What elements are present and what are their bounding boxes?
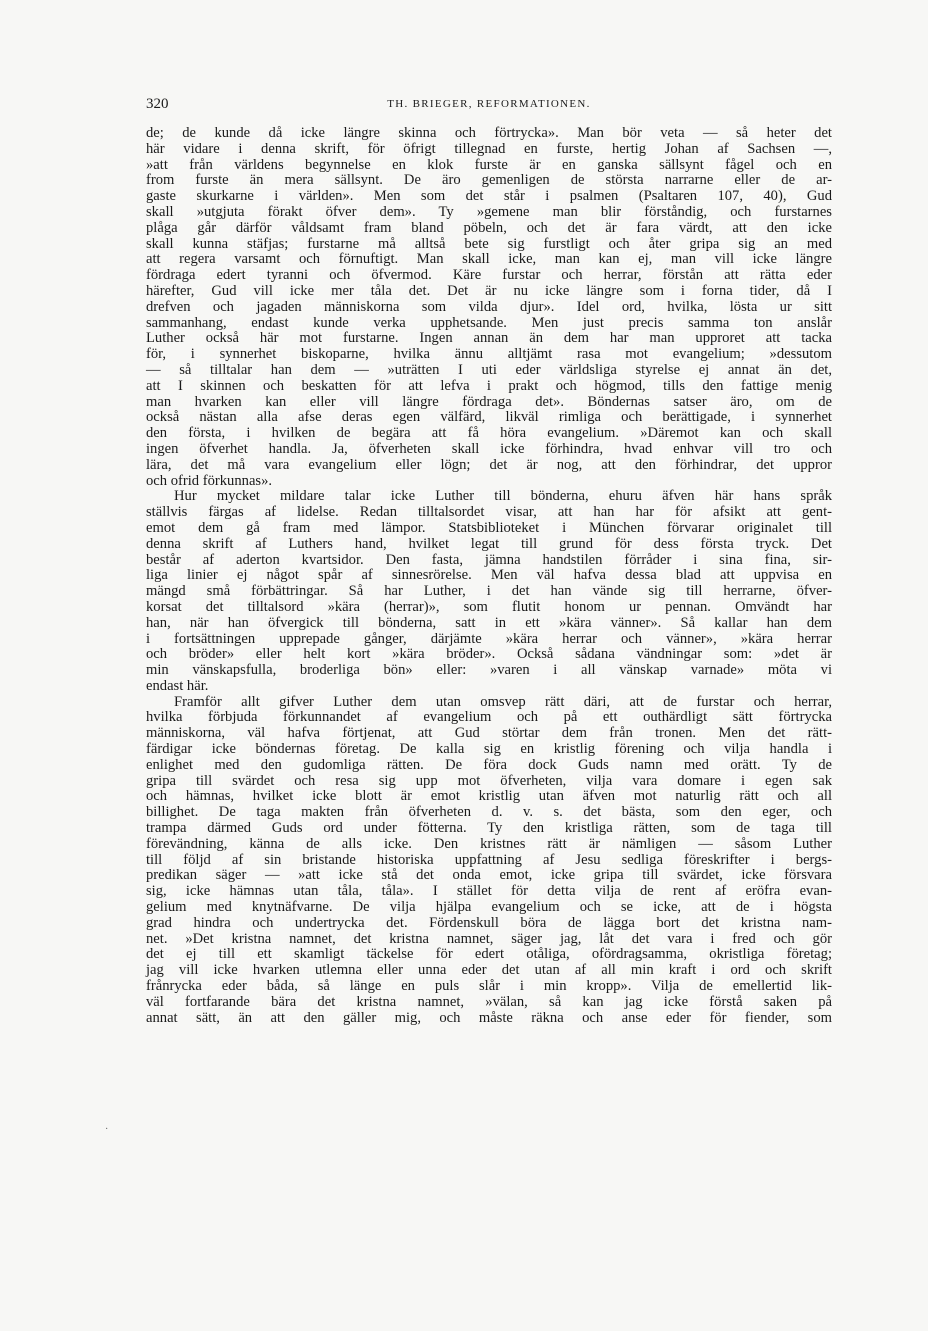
text-line: Framför allt gifver Luther dem utan omsvep rätt däri, att de furstar och herrar, [174,693,832,710]
text-line: gripa till svärdet och resa sig upp mot öfverheten, vilja vara domare i egen sak [146,772,832,789]
text-line: from furste än mera sällsynt. De äro gemenligen de största narrarne eller de ar- [146,172,832,189]
text-line: emot dem gå fram med lämpor. Statsbiblioteket i München förvarar originalet till [146,519,832,536]
text-line: fördraga edert tyranni och öfvermod. Käre furstar och herrar, förstån att rätta eder [146,267,832,284]
text-line: enlighet med den gudomliga rätten. De föra dock Guds namn med orätt. Ty de [146,756,832,773]
text-line: korsat det tilltalsord »kära (herrar)», som flutit honom ur pennan. Omvändt har [146,598,832,615]
body-text [146,126,832,1026]
text-line: här vidare i denna skrift, för öfrigt tillegnad en furste, hertig Johan af Sachsen —, [146,140,832,157]
text-line: gaste skurkarne i världen». Men som det står i psalmen (Psaltaren 107, 40), Gud [146,188,832,205]
text-line: trampa därmed Guds ord under fötterna. Ty den kristliga rätten, som de taga till [146,820,832,837]
page-number: 320 [146,96,169,112]
text-line: till följd af sin bristande historiska uppfattning af Jesu sedliga föreskrifter i bergs- [146,851,832,868]
text-line: i fortsättningen upprepade gånger, därjämte »kära herrar och vänner», »kära herrar [146,630,832,647]
text-line: och bröder» eller helt kort »kära bröder». Också sådana vändningar som: »det är [146,646,832,663]
text-line: man hvarken kan eller vill längre fördraga det». Böndernas satser äro, om de [146,393,832,410]
page-header [146,96,832,116]
text-line: gelium med knytnäfvarne. De vilja hjälpa evangelium och se icke, att de i högsta [146,899,832,916]
text-line: ställvis färgas af lidelse. Redan tilltalsordet visar, att han har för afsikt att gent- [146,504,832,521]
text-line: skall kunna stäfjas; furstarne må alltså bete sig furstligt och åter gripa sig an med [146,235,832,252]
text-line: net. »Det kristna namnet, det kristna namnet, säger jag, låt det vara i fred och gör [146,930,832,947]
text-line: predikan säger — »att icke stå det onda emot, icke gripa till svärdet, icke försvara [146,867,832,884]
text-line: hvilka förbjuda förkunnandet af evangelium och på ett outhärdligt sätt förtrycka [146,709,832,726]
text-line: sig, icke hämnas utan tåla, tåla». I stället för detta vilja de rent af eröfra evan- [146,883,832,900]
text-line: annat sätt, än att den gäller mig, och måste räkna och anse eder för fiender, som [146,1009,832,1026]
text-line: liga linier ej något spår af sinnesrörelse. Men väl hafva dessa blad att uppvisa en [146,567,832,584]
text-line: består af aderton kvartsidor. Den fasta, jämna handstilen förråder i sina fina, sir- [146,551,832,568]
text-line: plåga går därför våldsamt fram bland pöbeln, och det är fara värdt, att den icke [146,219,832,236]
running-head: TH. BRIEGER, REFORMATIONEN. [387,98,591,110]
text-line: att I skinnen och beskatten för att lefva i prakt och högmod, tills den fattige menig [146,377,832,394]
text-line: och hämnas, hvilket icke blott är emot kristlig utan äfven mot naturlig rätt och all [146,788,832,805]
text-line: billighet. De taga makten från öfverheten d. v. s. det bästa, som den eger, och [146,804,832,821]
text-line: denna skrift af Luthers hand, hvilket legat till grund för dess första tryck. Det [146,535,832,552]
text-line: det ej till ett skamligt täckelse för edert otåliga, ofördragsamma, okristliga företag; [146,946,832,963]
text-line: min vänskapsfulla, broderliga bön» eller: »varen i all vänskap varnade» möta vi [146,662,832,679]
text-line: härefter, Gud vill icke mer tåla det. Det är nu icke längre som i forna tider, då I [146,282,832,299]
text-line: färdigar icke böndernas företag. De kalla sig en kristlig förening och vilja handla i [146,741,832,758]
text-line: frånrycka eder båda, så länge en puls slår i min kropp». Vilja de emellertid lik- [146,978,832,995]
text-line: ingen öfverhet handla. Ja, öfverheten skall icke förhindra, hvad enhvar vill tro och [146,440,832,457]
text-line: jag vill icke hvarken utlemna eller unna eder det utan af all min kraft i ord och skrift [146,962,832,979]
text-line: också nästan alla afse deras egen välfärd, likväl rimliga och berättigade, i synnerhet [146,409,832,426]
text-line: skall »utgjuta förakt öfver dem». Ty »gemene man blir förståndig, och furstarnes [146,203,832,220]
text-line: lära, det må vara evangelium eller lögn; det är nog, att den förhindrar, det uppror [146,456,832,473]
text-line: — så tilltalar han dem — »uträtten I uti eder världsliga styrelse ej annat än det, [146,361,832,378]
text-line: »att från världens begynnelse en klok furste är en ganska sällsynt fågel och en [146,156,832,173]
text-line: mängd små förbättringar. Så har Luther, i det han vände sig till herrarne, öfver- [146,583,832,600]
text-line: grad hindra och undertrycka det. Fördenskull böra de lägga bort det kristna nam- [146,914,832,931]
margin-mark: · [105,1124,109,1135]
text-line: människorna, väl hafva förtjenat, att Gud störtar dem från tronen. Men det rätt- [146,725,832,742]
text-line: förevändning, känna de alls icke. Den kristnes rätt är nämligen — såsom Luther [146,835,832,852]
text-line: han, när han öfvergick till bönderna, satt in ett »kära vänner». Så kallar han dem [146,614,832,631]
text-line: den första, i hvilken de begära att få höra evangelium. »Däremot kan och skall [146,425,832,442]
text-line: drefven och jagaden människorna som vilda djur». Idel ord, hvilka, lösta ur sitt [146,298,832,315]
text-line: endast här. [146,677,209,694]
text-line: Hur mycket mildare talar icke Luther till bönderna, ehuru äfven här hans språk [174,488,832,505]
text-line: att regera varsamt och förnuftigt. Man skall icke, man kan ej, man vill icke längre [146,251,832,268]
text-line: och ofrid förkunnas». [146,472,273,489]
text-line: väl fortfarande bära det kristna namnet, »välan, så kan jag icke förstå saken på [146,993,832,1010]
text-line: de; de kunde då icke längre skinna och förtrycka». Man bör veta — så heter det [146,125,832,141]
text-line: för, i synnerhet biskoparne, hvilka ännu alltjämt rasa mot evangelium; »dessutom [146,346,832,363]
text-line: Luther också här mot furstarne. Ingen annan än dem har man upproret att tacka [146,330,832,347]
text-line: sammanhang, endast kunde verka upphetsande. Men just precis samma ton anslår [146,314,832,331]
